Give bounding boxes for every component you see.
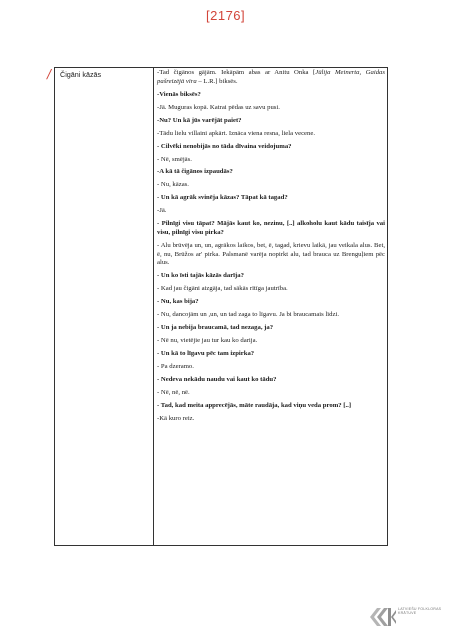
respondent-answer (157, 69, 385, 86)
archive-page-number: [2176] (206, 8, 246, 23)
interviewer-question: -Nu? Un kā jūs varējāt paiet? (157, 116, 242, 124)
interviewer-question: - Nu, kas bija? (157, 298, 199, 306)
archive-logo (370, 604, 444, 630)
interviewer-question: - Pilnīgi visu tāpat? Mājās kaut ko, nezinu, [..] alkoholu kaut kādu taisīja vai visu, pilnīgi visu pirka? (157, 220, 385, 237)
respondent-answer: - Nē, nē, nē. (157, 389, 190, 397)
respondent-answer: - Nu, dancojām un ,un, un tad zaga to līgavu. Ja bi braucamais līdzi. (157, 311, 339, 319)
interviewer-question: - Un ko īsti tajās kāzās darīja? (157, 272, 244, 280)
respondent-answer: - Kad jau čigāni aizgāja, tad sākās rītīga jautrība. (157, 285, 288, 293)
transcript-table (54, 67, 388, 546)
answer-fragment: -Tad čigānos gājām. Iekāpām abas ar Anitu Onka [ (157, 69, 316, 76)
interviewer-question: -Vienās biksēs? (157, 90, 201, 98)
margin-mark: / (47, 67, 52, 81)
respondent-answer: - Alu brūvēja un, un, agrākos laikos, bet, ē, tagad, krievu laikā, jau veikala alus. Bet, ē, nu, Brūžos ar' pirka. Palsmanē varēja nopirkt alu, tad brauca uz Brenguļiem pēc alus. (157, 242, 385, 267)
column-divider (153, 68, 154, 545)
dialogue-column (157, 69, 385, 428)
answer-fragment: Jūlija Meinerta, Gaidas pašreizējā vīra (157, 69, 385, 85)
respondent-answer: -Jā. (157, 207, 167, 215)
category-label: Čigāni kāzās (60, 70, 102, 79)
archive-logo-text: LATVIEŠU FOLKLORAS KRĀTUVE (398, 607, 442, 616)
respondent-answer: -Jā. Muguras kopā. Katrai pēdas uz savu pusi. (157, 103, 280, 111)
interviewer-question: -A kā tā čigānos izpaudās? (157, 168, 233, 176)
interviewer-question: - Tad, kad meita apprecējās, māte raudāja, kad viņu veda prom? [..] (157, 402, 352, 410)
respondent-answer: -Kā kuro reiz. (157, 415, 195, 422)
interviewer-question: - Cilvēki nenobijās no tāda dīvaina veidojuma? (157, 142, 292, 150)
interviewer-question: - Un kā to līgavu pēc tam izpirka? (157, 350, 255, 358)
respondent-answer: - Nē, smējās. (157, 155, 192, 163)
interviewer-question: - Un kā agrāk svinēja kāzas? Tāpat kā tagad? (157, 194, 288, 202)
respondent-answer: - Nu, kāzas. (157, 181, 189, 189)
answer-fragment: – L.R.] biksēs. (196, 77, 238, 85)
interviewer-question: - Un ja nebija braucamā, tad nezaga, ja? (157, 324, 274, 332)
respondent-answer: - Nē nu, vietējie jau tur kau ko darija. (157, 337, 258, 345)
interviewer-question: - Nedeva nekādu naudu vai kaut ko tādu? (157, 376, 277, 384)
archive-logo-icon (370, 604, 396, 630)
respondent-answer: -Tādu lielu villaini apkārt. Iznāca viena resna, liela vecene. (157, 129, 316, 137)
respondent-answer: - Pa dzeramo. (157, 363, 194, 371)
